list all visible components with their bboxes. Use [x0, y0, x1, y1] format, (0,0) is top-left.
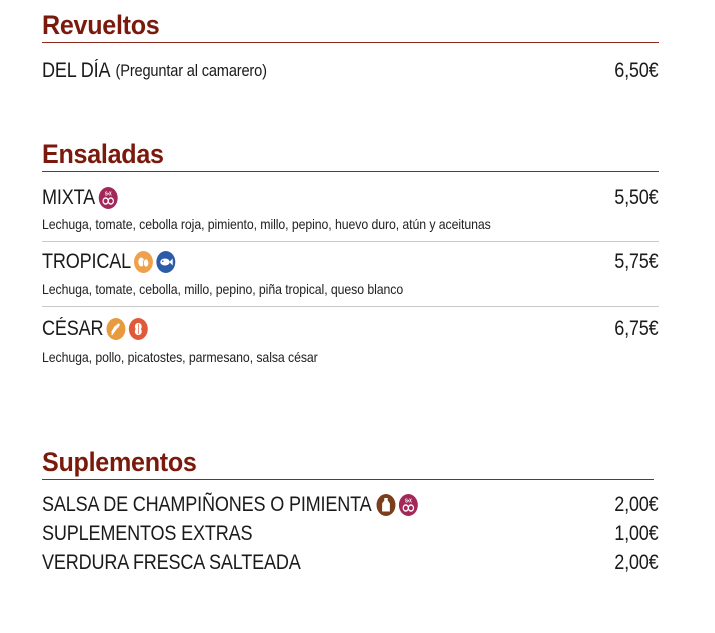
item-name — [42, 317, 148, 341]
eggs-icon — [134, 251, 153, 273]
item-description: Lechuga, tomate, cebolla roja, pimiento, millo, pepino, huevo duro, atún y aceitunas — [42, 216, 491, 232]
item-name-text: SALSA DE CHAMPIÑONES O PIMIENTA — [42, 493, 372, 516]
item-price: 2,00€ — [614, 551, 659, 574]
section-revueltos — [42, 10, 659, 84]
sulphites-icon — [399, 494, 418, 516]
item-divider — [42, 241, 659, 242]
menu-item — [42, 550, 659, 576]
item-price: 5,75€ — [614, 250, 659, 273]
item-price: 5,50€ — [614, 186, 659, 209]
item-price: 2,00€ — [614, 493, 659, 516]
menu-item — [42, 249, 659, 275]
item-price: 6,75€ — [614, 317, 659, 340]
item-name-text: MIXTA — [42, 186, 95, 209]
item-price: 1,00€ — [614, 522, 659, 545]
section-divider — [42, 171, 659, 172]
menu-item — [42, 521, 659, 547]
item-name-text: DEL DÍA — [42, 59, 111, 82]
item-name — [42, 493, 418, 517]
section-divider — [42, 42, 659, 43]
section-suplementos — [42, 447, 659, 576]
item-name — [42, 59, 267, 83]
item-name — [42, 551, 301, 575]
svg-text:S•X: S•X — [104, 191, 112, 197]
menu-item — [42, 185, 659, 211]
sulphites-icon — [98, 187, 117, 209]
item-divider — [42, 306, 659, 307]
item-description: Lechuga, pollo, picatostes, parmesano, salsa césar — [42, 349, 318, 365]
section-divider — [42, 479, 654, 480]
item-name-text: SUPLEMENTOS EXTRAS — [42, 522, 253, 545]
item-name — [42, 522, 252, 546]
item-description: Lechuga, tomate, cebolla, millo, pepino, piña tropical, queso blanco — [42, 281, 404, 297]
menu-item — [42, 316, 659, 342]
item-name — [42, 250, 176, 274]
section-ensaladas — [42, 139, 659, 367]
section-title: Suplementos — [42, 447, 197, 477]
svg-text:S•X: S•X — [405, 498, 412, 504]
menu-item — [42, 492, 659, 518]
fish-icon — [157, 251, 176, 273]
item-name-text: CÉSAR — [42, 317, 104, 340]
gluten-icon — [107, 318, 126, 340]
menu-item — [42, 58, 659, 84]
section-title: Ensaladas — [42, 139, 164, 169]
item-name — [42, 186, 117, 210]
peanut-icon — [129, 318, 148, 340]
milk-icon — [377, 494, 396, 516]
item-name-text: VERDURA FRESCA SALTEADA — [42, 551, 301, 574]
section-title: Revueltos — [42, 10, 160, 40]
item-note: (Preguntar al camarero) — [115, 61, 267, 80]
item-price: 6,50€ — [614, 59, 659, 82]
item-name-text: TROPICAL — [42, 250, 131, 273]
